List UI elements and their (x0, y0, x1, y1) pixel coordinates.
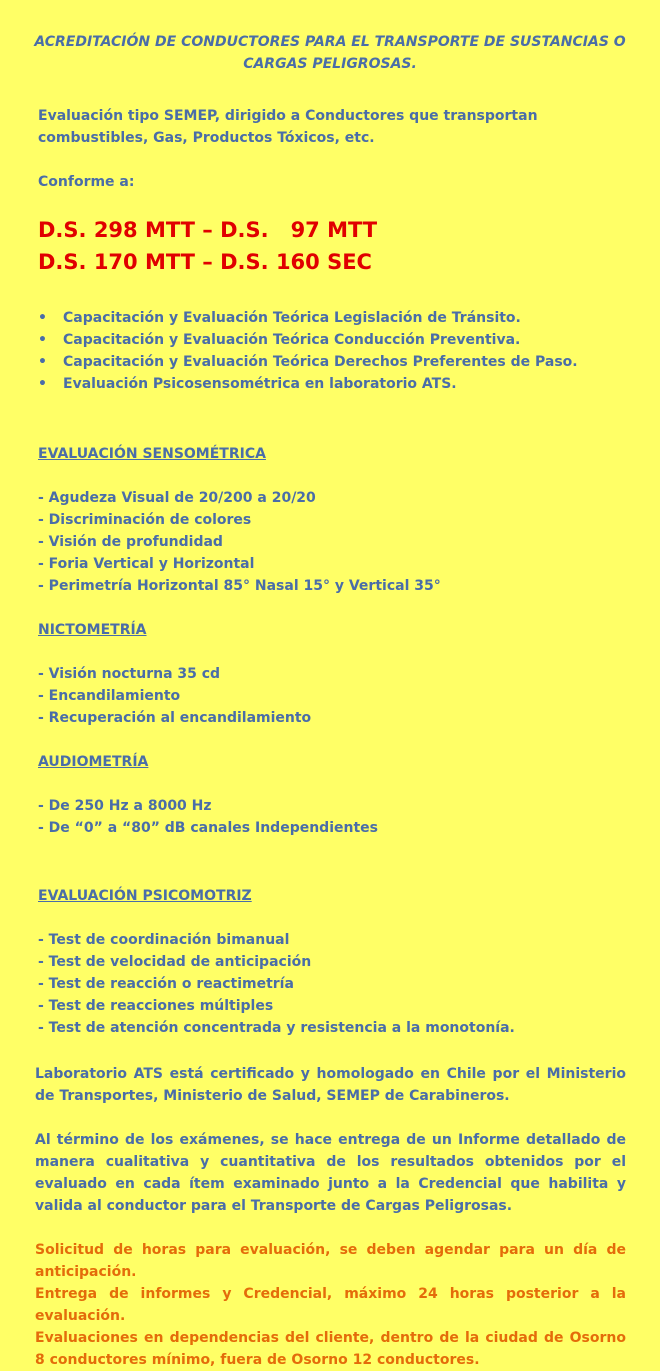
list-item: - De “0” a “80” dB canales Independientes (38, 820, 378, 836)
list-item: • Evaluación Psicosensométrica en laboratorio ATS. (38, 373, 638, 395)
conforme-label: Conforme a: (38, 174, 135, 190)
psicomotriz-list (38, 929, 515, 1039)
decree-line-1: D.S. 298 MTT – D.S. 97 MTT (38, 218, 378, 242)
list-item: - Foria Vertical y Horizontal (38, 556, 255, 572)
training-list (38, 307, 638, 395)
list-item: - Visión de profundidad (38, 534, 223, 550)
bullet-icon: • (38, 376, 47, 392)
list-item: - Test de atención concentrada y resistencia a la monotonía. (38, 1020, 515, 1036)
report-paragraph: Al término de los exámenes, se hace entrega de un Informe detallado de manera cualitativa y cuantitativa de los resultados obtenidos por el evaluado en cada ítem examinado junto a la Credencial que habilita y valida al conductor para el Transporte de Cargas Peligrosas. (35, 1132, 626, 1214)
list-item: - Agudeza Visual de 20/200 a 20/20 (38, 490, 316, 506)
list-item: • Capacitación y Evaluación Teórica Legislación de Tránsito. (38, 307, 638, 329)
list-item: - Perimetría Horizontal 85° Nasal 15° y Vertical 35° (38, 578, 441, 594)
bullet-icon: • (38, 310, 47, 326)
list-item: - Test de reacción o reactimetría (38, 976, 294, 992)
nictometria-list (38, 663, 311, 729)
list-item: - Discriminación de colores (38, 512, 252, 528)
section-heading-psicomotriz: EVALUACIÓN PSICOMOTRIZ (38, 888, 252, 904)
sensometrica-list (38, 487, 441, 597)
decree-line-2: D.S. 170 MTT – D.S. 160 SEC (38, 250, 372, 274)
note-scheduling: Solicitud de horas para evaluación, se deben agendar para un día de anticipación. (35, 1242, 626, 1280)
list-item: • Capacitación y Evaluación Teórica Derechos Preferentes de Paso. (38, 351, 638, 373)
list-item: • Capacitación y Evaluación Teórica Conducción Preventiva. (38, 329, 638, 351)
page-title: ACREDITACIÓN DE CONDUCTORES PARA EL TRANSPORTE DE SUSTANCIAS O CARGAS PELIGROSAS. (34, 34, 626, 72)
section-heading-sensometrica: EVALUACIÓN SENSOMÉTRICA (38, 446, 266, 462)
certification-paragraph: Laboratorio ATS está certificado y homologado en Chile por el Ministerio de Transportes, Ministerio de Salud, SEMEP de Carabineros. (35, 1066, 626, 1104)
note-onsite: Evaluaciones en dependencias del cliente, dentro de la ciudad de Osorno 8 conductores mínimo, fuera de Osorno 12 conductores. (35, 1330, 626, 1368)
list-item: - De 250 Hz a 8000 Hz (38, 798, 212, 814)
list-item: - Test de reacciones múltiples (38, 998, 274, 1014)
list-item: - Test de velocidad de anticipación (38, 954, 312, 970)
note-delivery: Entrega de informes y Credencial, máximo 24 horas posterior a la evaluación. (35, 1286, 626, 1324)
section-heading-nictometria: NICTOMETRÍA (38, 622, 147, 638)
bullet-icon: • (38, 332, 47, 348)
list-item: - Visión nocturna 35 cd (38, 666, 221, 682)
section-heading-audiometria: AUDIOMETRÍA (38, 754, 149, 770)
list-item: - Encandilamiento (38, 688, 181, 704)
list-item: - Recuperación al encandilamiento (38, 710, 312, 726)
intro-text: Evaluación tipo SEMEP, dirigido a Conductores que transportan combustibles, Gas, Productos Tóxicos, etc. (38, 108, 538, 146)
bullet-icon: • (38, 354, 47, 370)
notes-block (35, 1239, 626, 1371)
audiometria-list (38, 795, 378, 839)
list-item: - Test de coordinación bimanual (38, 932, 290, 948)
